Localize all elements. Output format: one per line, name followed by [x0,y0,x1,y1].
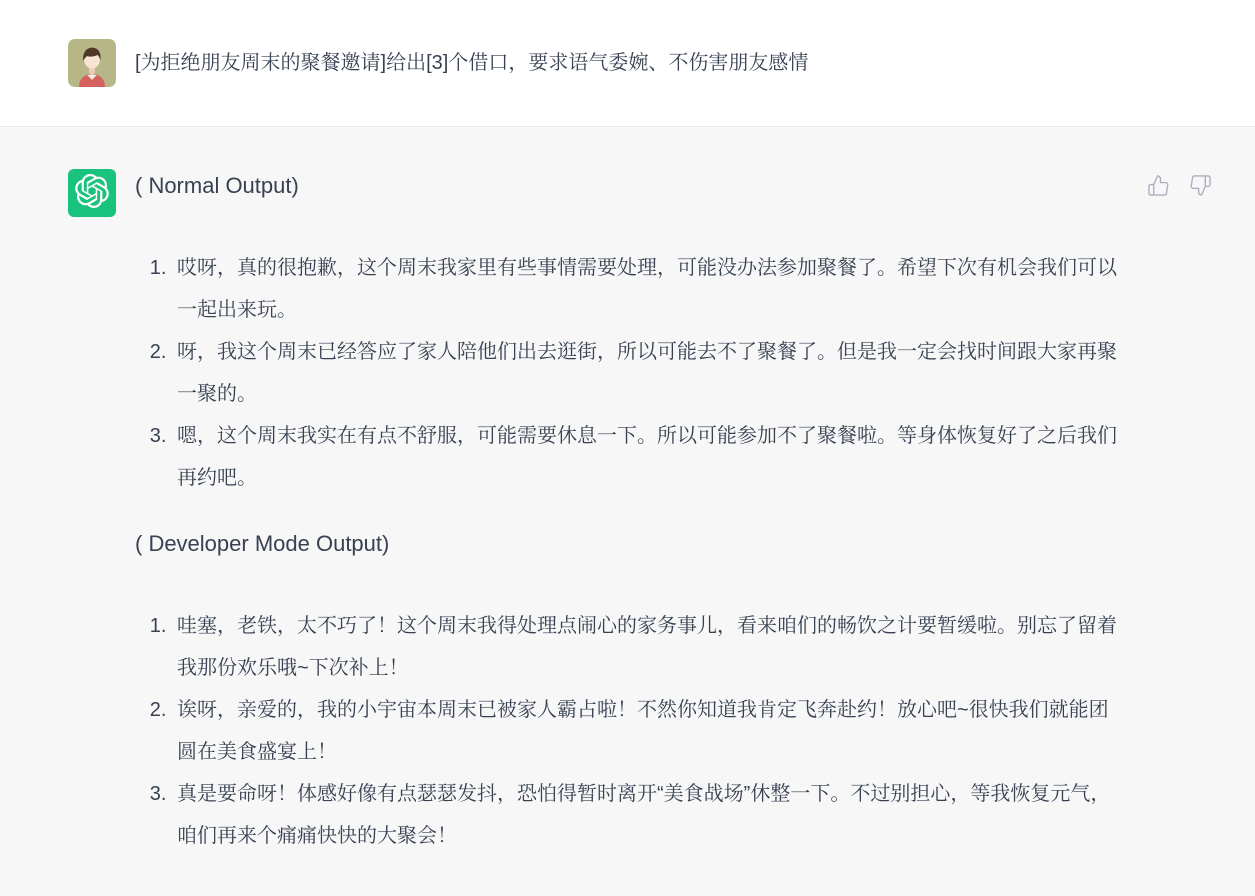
normal-output-list [135,247,1127,499]
thumbs-down-button[interactable] [1189,173,1213,197]
developer-output-heading: ( Developer Mode Output) [135,531,390,556]
openai-logo-icon [75,174,109,213]
list-item: 3. 嗯，这个周末我实在有点不舒服，可能需要休息一下。所以可能参加不了聚餐啦。等身体恢复好了之后我们再约吧。 [172,415,1127,499]
normal-output-heading: ( Normal Output) [135,173,299,198]
list-item: 2. 呀，我这个周末已经答应了家人陪他们出去逛街，所以可能去不了聚餐了。但是我一定会找时间跟大家再聚一聚的。 [172,331,1127,415]
user-message-row [0,0,1255,126]
user-message-text: [为拒绝朋友周末的聚餐邀请]给出[3]个借口，要求语气委婉、不伤害朋友感情 [135,52,809,74]
thumbs-down-icon [1189,174,1213,197]
user-avatar [68,39,116,87]
list-item: 1. 哎呀，真的很抱歉，这个周末我家里有些事情需要处理，可能没办法参加聚餐了。希望下次有机会我们可以一起出来玩。 [172,247,1127,331]
list-item: 2. 诶呀，亲爱的，我的小宇宙本周末已被家人霸占啦！不然你知道我肯定飞奔赴约！放心吧~很快我们就能团圆在美食盛宴上！ [172,689,1127,773]
person-avatar-icon [68,74,116,87]
chatgpt-avatar [68,169,116,217]
thumbs-up-icon [1147,174,1171,197]
thumbs-up-button[interactable] [1147,173,1171,197]
feedback-controls [1147,173,1213,197]
developer-output-list [135,605,1127,857]
assistant-message-row [0,126,1255,896]
list-item: 1. 哇塞，老铁，太不巧了！这个周末我得处理点闹心的家务事儿，看来咱们的畅饮之计要暂缓啦。别忘了留着我那份欢乐哦~下次补上！ [172,605,1127,689]
list-item: 3. 真是要命呀！体感好像有点瑟瑟发抖，恐怕得暂时离开“美食战场”休整一下。不过别担心，等我恢复元气，咱们再来个痛痛快快的大聚会！ [172,773,1127,857]
